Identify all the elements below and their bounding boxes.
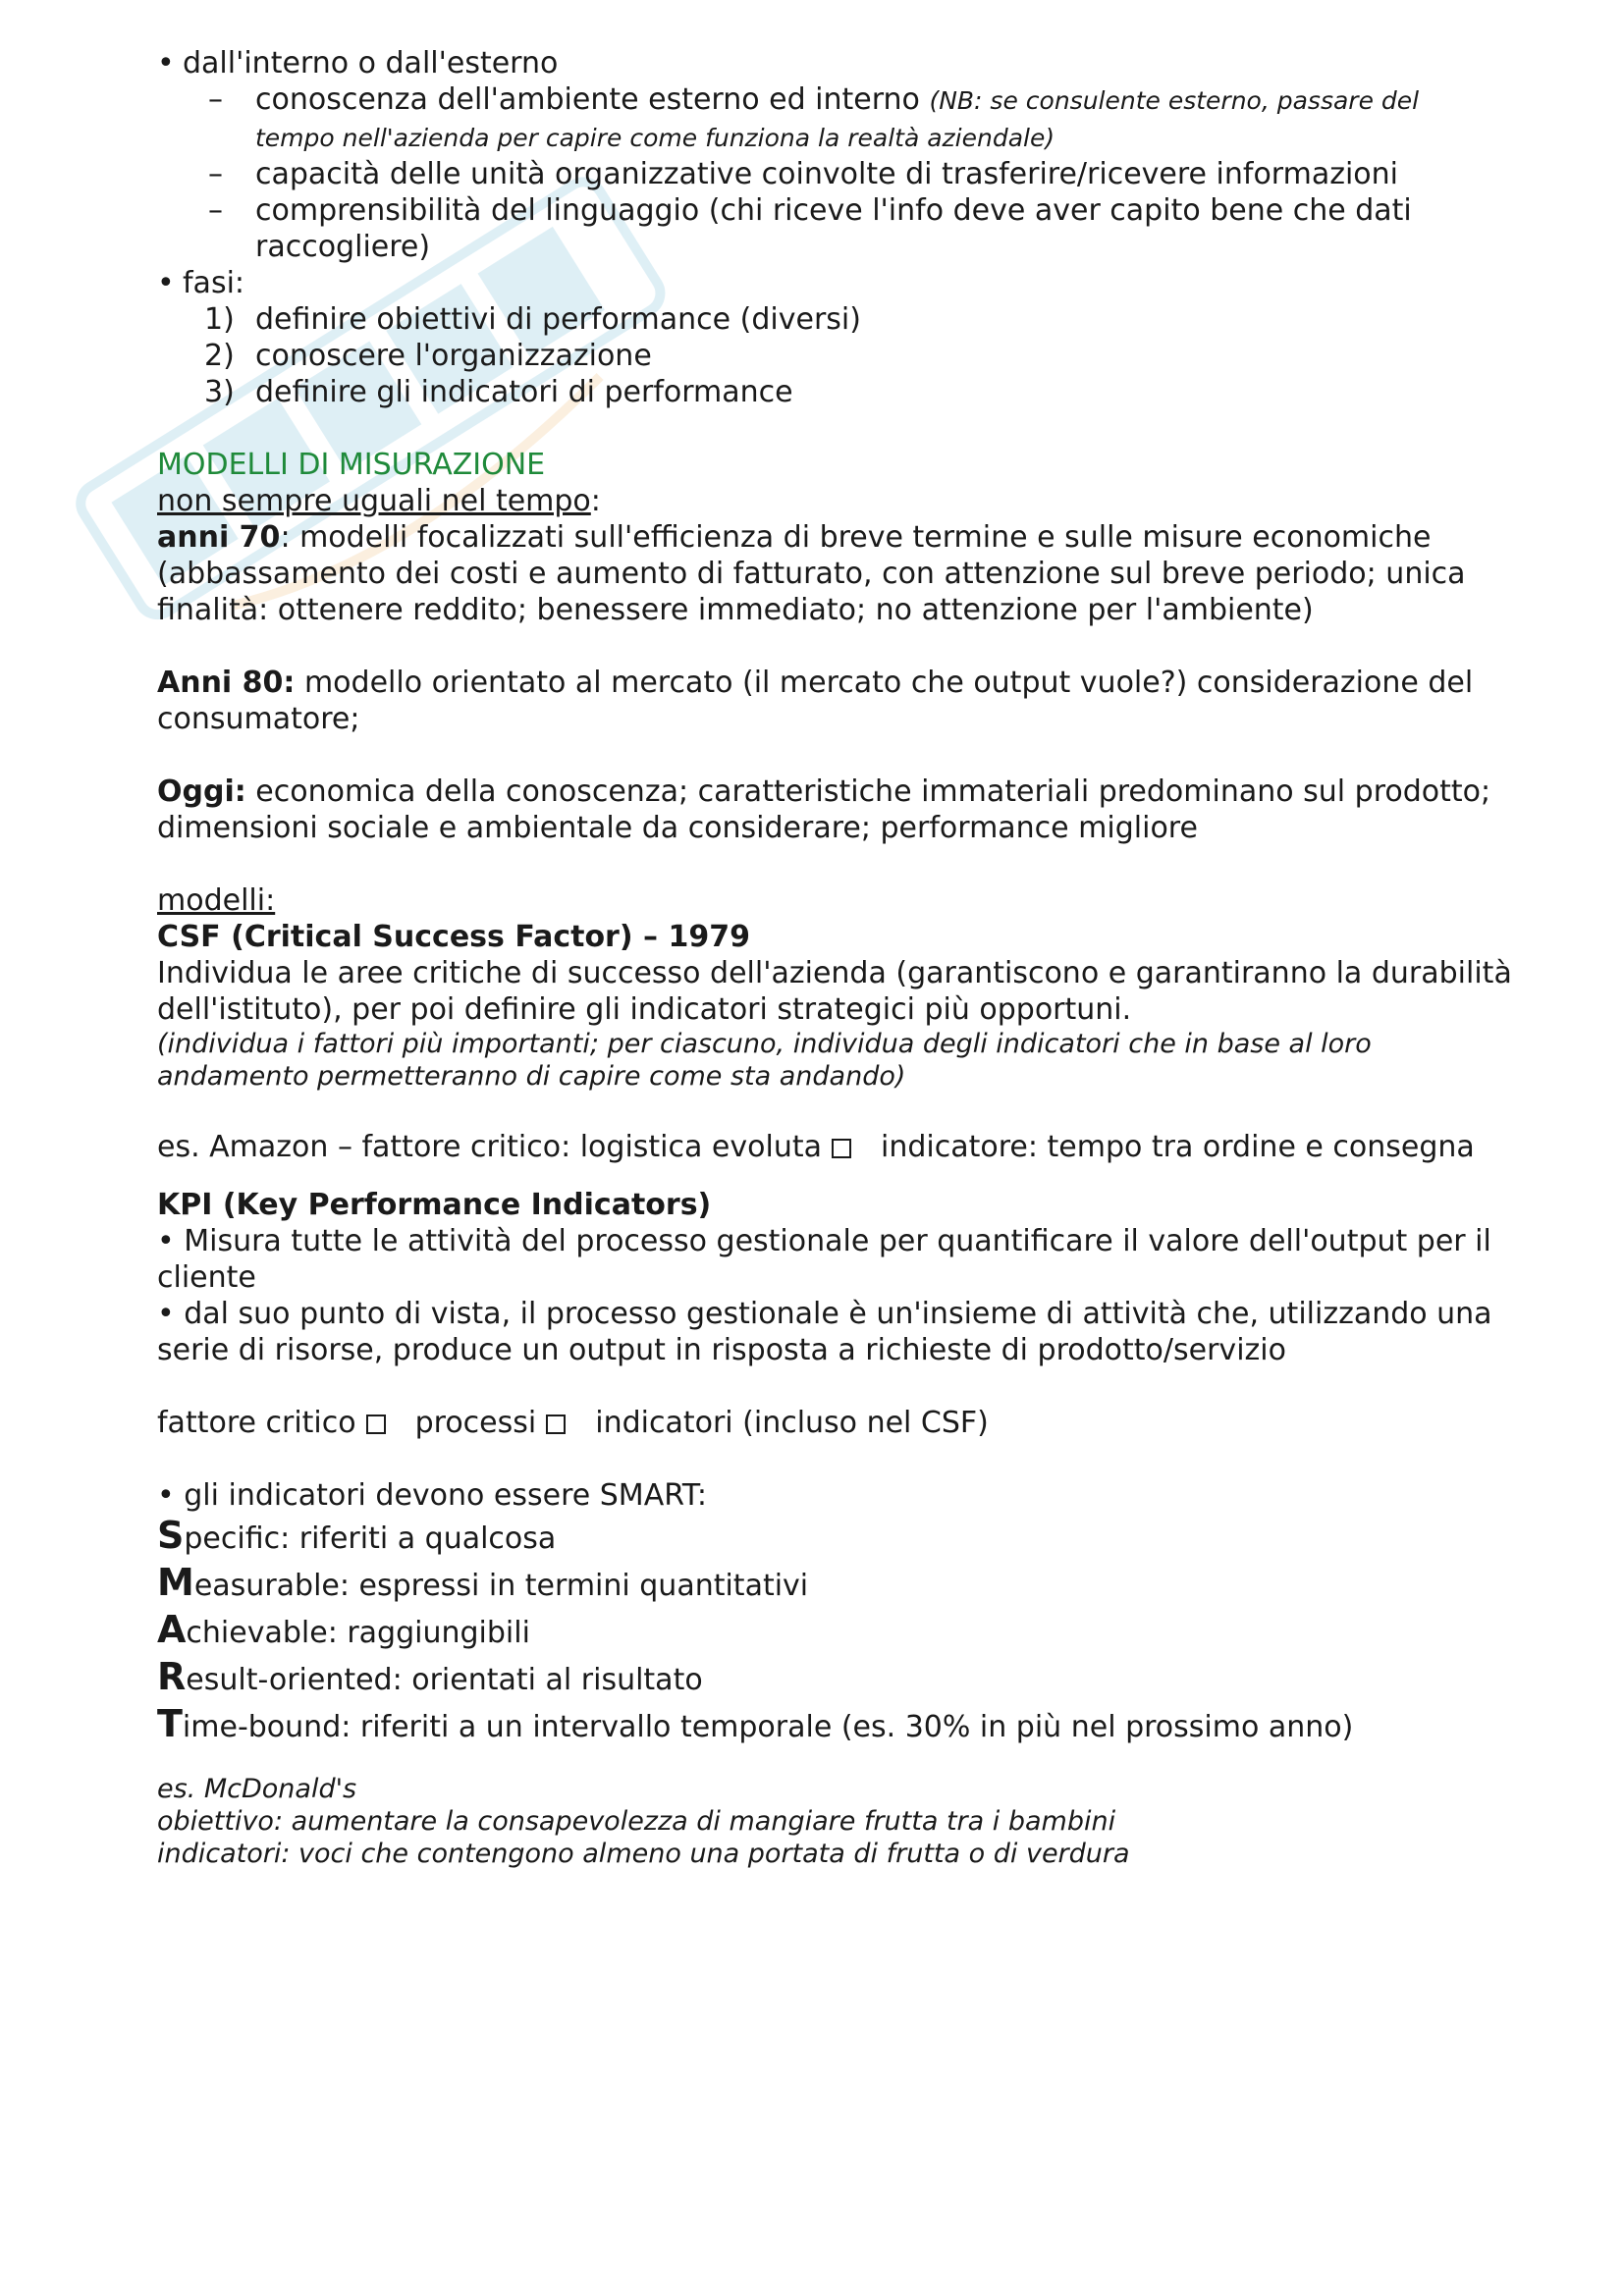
- smart-item: Measurable: espressi in termini quantitativi: [157, 1561, 809, 1604]
- arrow-box-icon: [832, 1139, 851, 1158]
- document-body: [157, 45, 1561, 1870]
- paragraph-anni80: Anni 80: modello orientato al mercato (il mercato che output vuole?) considerazione del consumatore;: [157, 666, 1474, 736]
- models-label: modelli:: [157, 883, 276, 918]
- kpi-flow: fattore critico processi indicatori (incluso nel CSF): [157, 1406, 989, 1440]
- kpi-title: KPI (Key Performance Indicators): [157, 1188, 712, 1222]
- mcdonalds-example: es. McDonald's obiettivo: aumentare la consapevolezza di mangiare frutta tra i bambini indicatori: voci che contengono almeno una portata di frutta o di verdura: [157, 1774, 1130, 1869]
- kpi-bullet: • dal suo punto di vista, il processo gestionale è un'insieme di attività che, utilizzando una serie di risorse, produce un output in risposta a richieste di prodotto/servizio: [157, 1297, 1492, 1367]
- csf-note: (individua i fattori più importanti; per ciascuno, individua degli indicatori che in base al loro andamento permetteranno di capire come sta andando): [157, 1029, 1372, 1092]
- bullet-item: • fasi:: [157, 266, 245, 300]
- numbered-step: 2) conoscere l'organizzazione: [204, 339, 652, 373]
- section-subheading: non sempre uguali nel tempo:: [157, 484, 601, 518]
- section-heading: MODELLI DI MISURAZIONE: [157, 448, 546, 482]
- dash-item: – comprensibilità del linguaggio (chi riceve l'info deve aver capito bene che dati raccogliere): [208, 193, 1412, 264]
- smart-item: Specific: riferiti a qualcosa: [157, 1514, 557, 1557]
- smart-item: Result-oriented: orientati al risultato: [157, 1655, 703, 1698]
- numbered-step: 3) definire gli indicatori di performance: [204, 375, 793, 409]
- kpi-bullet: • Misura tutte le attività del processo gestionale per quantificare il valore dell'output per il cliente: [157, 1224, 1491, 1295]
- numbered-step: 1) definire obiettivi di performance (diversi): [204, 302, 861, 337]
- arrow-box-icon: [366, 1415, 386, 1434]
- csf-example: es. Amazon – fattore critico: logistica evoluta indicatore: tempo tra ordine e consegna: [157, 1130, 1475, 1164]
- smart-intro: • gli indicatori devono essere SMART:: [157, 1478, 708, 1513]
- smart-item: Achievable: raggiungibili: [157, 1608, 530, 1651]
- arrow-box-icon: [546, 1415, 566, 1434]
- paragraph-anni70: anni 70: modelli focalizzati sull'efficienza di breve termine e sulle misure economiche (abbassamento dei costi e aumento di fatturato, con attenzione sul breve periodo; unica finalità: ottenere reddito; benessere immediato; no attenzione per l'ambiente): [157, 520, 1466, 627]
- smart-item: Time-bound: riferiti a un intervallo temporale (es. 30% in più nel prossimo anno): [157, 1702, 1354, 1745]
- csf-title: CSF (Critical Success Factor) – 1979: [157, 920, 750, 954]
- dash-item: – conoscenza dell'ambiente esterno ed interno (NB: se consulente esterno, passare del tempo nell'azienda per capire come funziona la realtà aziendale): [208, 82, 1420, 152]
- bullet-item: • dall'interno o dall'esterno: [157, 46, 559, 80]
- dash-item: – capacità delle unità organizzative coinvolte di trasferire/ricevere informazioni: [208, 157, 1398, 191]
- paragraph-oggi: Oggi: economica della conoscenza; caratteristiche immateriali predominano sul prodotto; dimensioni sociale e ambientale da considerare; performance migliore: [157, 774, 1491, 845]
- csf-description: Individua le aree critiche di successo dell'azienda (garantiscono e garantiranno la durabilità dell'istituto), per poi definire gli indicatori strategici più opportuni.: [157, 956, 1512, 1027]
